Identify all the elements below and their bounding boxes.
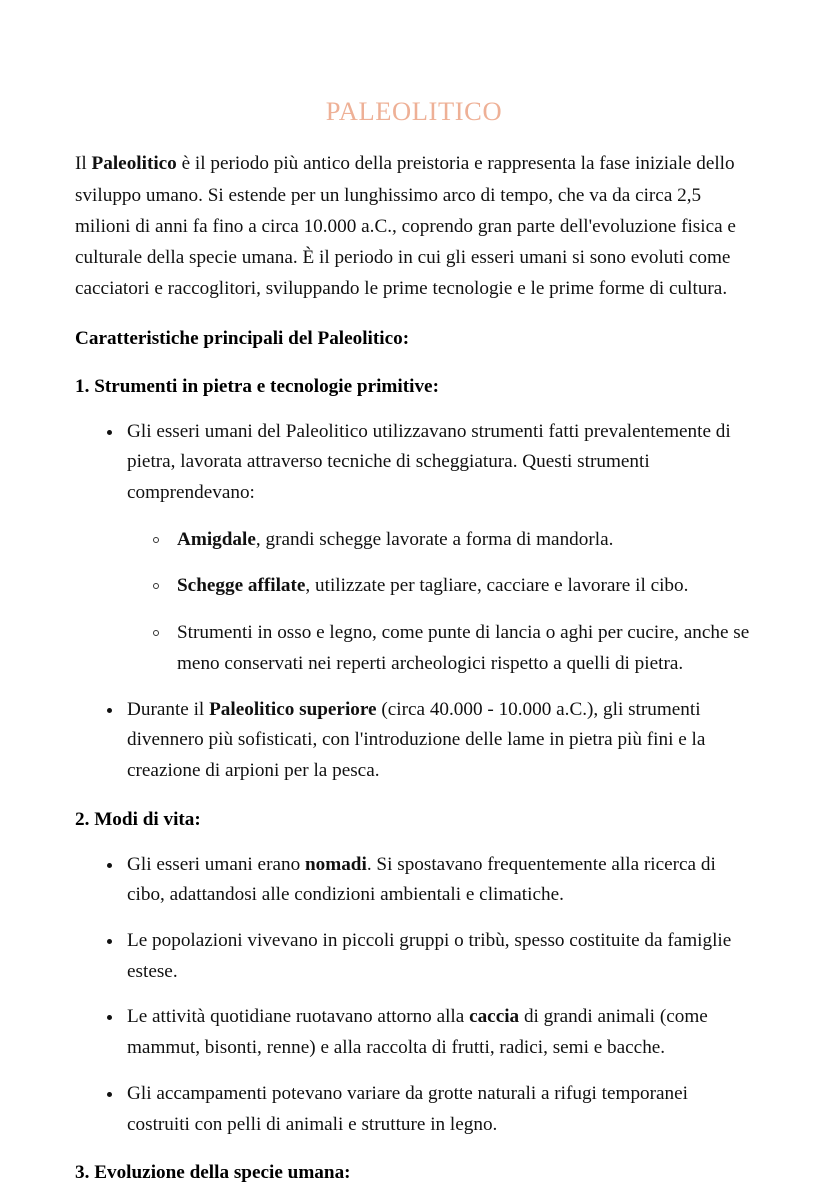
- section-1-sub-bullet-list: [127, 509, 753, 680]
- intro-term-paleolitico: Paleolitico: [91, 153, 177, 175]
- list-item-suffix: (circa 40.000 - 10.000 a.C.), gli strumenti divennero più sofisticati, con l'introduzione delle lame in pietra più fini e la creazione di arpioni per la pesca.: [127, 698, 706, 781]
- list-item: [75, 680, 753, 787]
- list-item: [75, 835, 753, 911]
- section-2-bullet-list: [75, 835, 753, 1141]
- list-item-prefix: Durante il: [127, 698, 210, 720]
- list-item: [127, 602, 753, 679]
- list-item-term: caccia: [469, 1006, 520, 1028]
- list-item-suffix: . Si spostavano frequentemente alla ricerca di cibo, adattandosi alle condizioni ambientali e climatiche.: [127, 853, 716, 906]
- list-item-prefix: Le attività quotidiane ruotavano attorno alla: [127, 1006, 470, 1028]
- sub-item-term: Schegge affilate: [177, 575, 306, 597]
- list-item-text: [127, 926, 753, 987]
- list-item: [127, 509, 753, 556]
- list-item: [127, 555, 753, 602]
- section-heading-1: 1. Strumenti in pietra e tecnologie primitive:: [75, 375, 439, 397]
- sub-item-text: Strumenti in osso e legno, come punte di lancia o aghi per cucire, anche se meno conservati nei reperti archeologici rispetto a quelli di pietra.: [177, 622, 750, 674]
- list-item-suffix: Le popolazioni vivevano in piccoli gruppi o tribù, spesso costituite da famiglie estese.: [127, 929, 732, 982]
- sub-item-text: , grandi schegge lavorate a forma di mandorla.: [255, 528, 614, 550]
- list-item-text: [127, 850, 753, 911]
- list-item-suffix: di grandi animali (come mammut, bisonti, renne) e alla raccolta di frutti, radici, semi e bacche.: [127, 1006, 708, 1059]
- list-item-text: [127, 695, 753, 787]
- list-item: [75, 1064, 753, 1140]
- sub-item-text: , utilizzate per tagliare, cacciare e lavorare il cibo.: [305, 575, 689, 597]
- list-item: [75, 987, 753, 1063]
- list-item-text: Gli esseri umani del Paleolitico utilizzavano strumenti fatti prevalentemente di pietra, lavorata attraverso tecniche di scheggiatura. Questi strumenti comprendevano:: [127, 420, 731, 503]
- intro-paragraph: [75, 126, 753, 303]
- list-item-term: nomadi: [304, 853, 367, 875]
- section-heading-2: 2. Modi di vita:: [75, 808, 201, 830]
- list-item-prefix: Gli esseri umani erano: [127, 853, 305, 875]
- list-item: [75, 911, 753, 987]
- list-item-text: [127, 1002, 753, 1063]
- section-1-bullet-list: [75, 402, 753, 787]
- overview-heading: Caratteristiche principali del Paleolitico:: [75, 327, 410, 349]
- list-item-suffix: Gli accampamenti potevano variare da grotte naturali a rifugi temporanei costruiti con pelli di animali e strutture in legno.: [127, 1082, 688, 1135]
- section-heading-3: 3. Evoluzione della specie umana:: [75, 1162, 351, 1184]
- list-item-text: [127, 1079, 753, 1140]
- list-item-term: Paleolitico superiore: [209, 698, 377, 720]
- sub-item-term: Amigdale: [177, 528, 256, 550]
- list-item: [75, 402, 753, 680]
- page-title: PALEOLITICO: [325, 96, 503, 126]
- intro-text-lead: Il: [75, 153, 92, 175]
- intro-text-rest: è il periodo più antico della preistoria e rappresenta la fase iniziale dello sviluppo umano. Si estende per un lunghissimo arco di tempo, che va da circa 2,5 milioni di anni fa fino a circa 10.000 a.C., coprendo gran parte dell'evoluzione fisica e culturale della specie umana. È il periodo in cui gli esseri umani si sono evoluti come cacciatori e raccoglitori, sviluppando le prime tecnologie e le prime forme di cultura.: [75, 153, 736, 299]
